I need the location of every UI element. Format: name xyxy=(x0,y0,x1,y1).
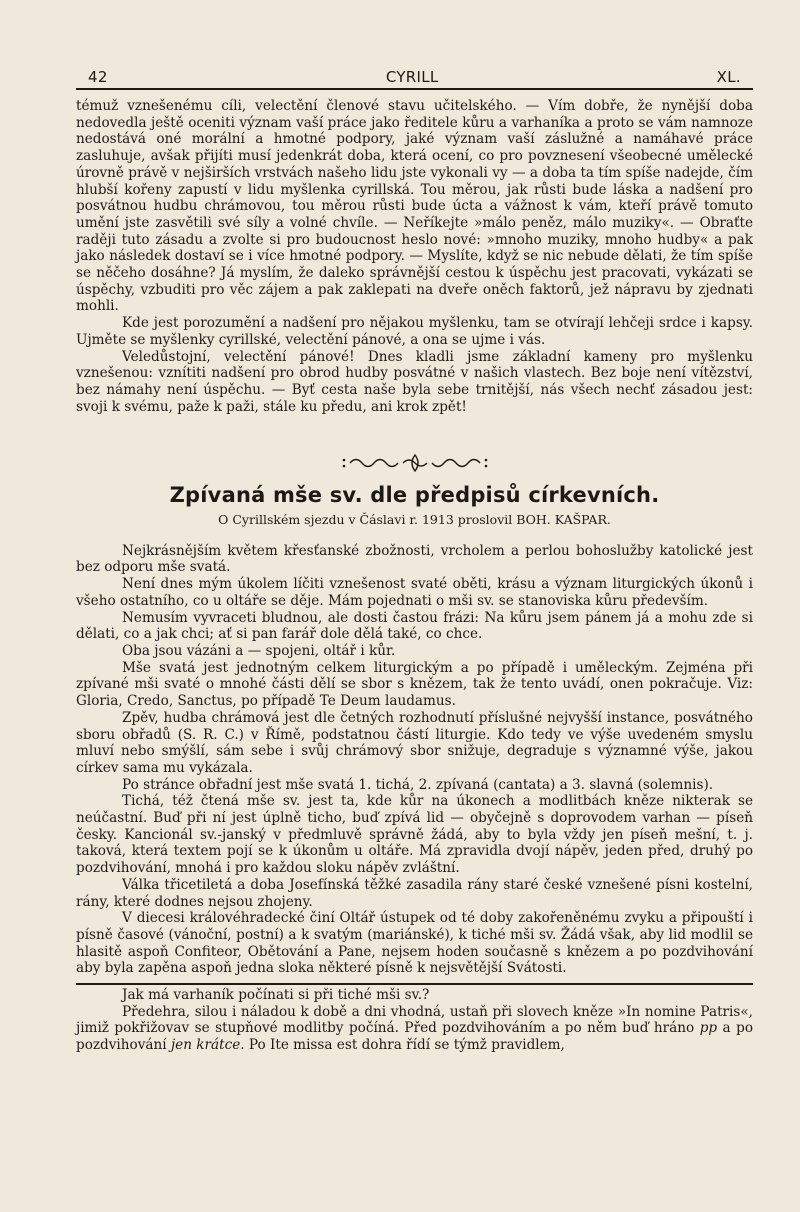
section-rule xyxy=(76,983,753,985)
ornament-icon xyxy=(340,453,490,473)
page-number: 42 xyxy=(88,68,108,86)
article-byline: O Cyrillském sjezdu v Čáslavi r. 1913 proslovil BOH. KAŠPAR. xyxy=(218,512,611,528)
text-run: Předehra, silou i náladou k době a dni vhodná, ustaň při slovech kněze »In nomine Patris«, jimiž pokřižovav se stupňové modlitby počíná. Před pozdvihováním a po něm buď hráno xyxy=(76,1003,753,1037)
paragraph: V diecesi královéhradecké činí Oltář ústupek od té doby zakořeněnému zvyku a připouští i písně časové (vánoční, postní) a k svatým (mariánské), k tiché mši sv. Žádá však, aby lid modlil se hlasitě aspoň Confiteor, Obětování a Pane, nejsem hoden současně s knězem a po pozdvihování aby byla zapěna aspoň jedna sloka některé písně k nejsvětější Svátosti. xyxy=(76,910,753,977)
paragraph: Válka třicetiletá a doba Josefínská těžké zasadila rány staré české vznešené písni kostelní, rány, které dodnes nejsou zhojeny. xyxy=(76,876,753,910)
text-run: a po pozdvihování xyxy=(76,1020,754,1054)
ornament-divider xyxy=(76,453,753,473)
emphasis: jen krátce. xyxy=(170,1037,245,1054)
paragraph: témuž vznešenému cíli, velectění členové stavu učitelského. — Vím dobře, že nynější doba nedovedla ještě oceniti význam vaší práce jako ředitele kůru a varhaníka a proto se vám namnoze nedostává oné morální a hmotné podpory, jaké význam vaší záslužné a namáhavé práce zasluhuje, avšak přijíti musí jedenkrát doba, která ocení, co pro povznesení všeobecné umělecké úrovně právě v nejširších vrstvách našeho lidu jste vykonali vy — a doba ta tím spíše nadejde, čím hlubší kořeny zapustí v lidu myšlenka cyrillská. Tou měrou, jak růsti bude láska a nadšení pro posvátnou hudbu chrámovou, tou měrou růsti bude úcta a vážnost k vám, kteří právě tomuto umění jste zasvětili své síly a volné chvíle. — Neříkejte »málo peněz, málo muziky«. — Obraťte raději tuto zásadu a zvolte si pro budoucnost heslo nové: »mnoho muziky, mnoho hudby« a pak jako následek dostaví se i více hmotné podpory. — Myslíte, když se nic nebude dělati, že tím spíše se něčeho dosáhne? Já myslím, že daleko správnější cestou k úspěchu jest pracovati, vykázati se úspěchy, vzbuditi pro věc zájem a pak zaklepati na dveře oněch faktorů, jež nápravu by zjednati mohli. xyxy=(76,98,753,315)
paragraph: Kde jest porozumění a nadšení pro nějakou myšlenku, tam se otvírají lehčeji srdce i kapsy. Ujměte se myšlenky cyrillské, velectění pánové, a ona se ujme i vás. xyxy=(76,315,753,348)
paragraph: Nejkrásnějším květem křesťanské zbožnosti, vrcholem a perlou bohoslužby katolické jest bez odporu mše svatá. xyxy=(76,542,753,576)
article-title: Zpívaná mše sv. dle předpisů církevních. xyxy=(169,483,660,508)
page xyxy=(76,62,753,1054)
body-text xyxy=(76,98,753,977)
paragraph: Tichá, též čtená mše sv. jest ta, kde kůr na úkonech a modlitbách kněze nikterak se neúčastní. Buď při ní jest úplně ticho, buď zpívá lid — obyčejně s doprovodem varhan — píseň česky. Kancionál sv.-janský v předmluvě správně žádá, aby to byla vždy jen píseň mešní, t. j. taková, která textem pojí se k úkonům u oltáře. Má zpravidla dvojí nápěv, jeden před, druhý po pozdvihování, mnohá i pro každou sloku nápěv zvláštní. xyxy=(76,793,753,877)
text-run: Po Ite missa est dohra řídí se týmž pravidlem, xyxy=(244,1037,565,1054)
paragraph: Po stránce obřadní jest mše svatá 1. tichá, 2. zpívaná (cantata) a 3. slavná (solemnis). xyxy=(122,776,714,793)
paragraph: Zpěv, hudba chrámová jest dle četných rozhodnutí příslušné nejvyšší instance, posvátného sboru obřadů (S. R. C.) v Římě, podstatnou částí liturgie. Kdo tedy ve výše uvedeném smyslu mluví nebo smýšlí, sám sebe i svůj chrámový sbor snižuje, degraduje s významné výše, jakou církev sama mu vykázala. xyxy=(76,709,753,776)
paragraph: Mše svatá jest jednotným celkem liturgickým a po případě i uměleckým. Zejména při zpívané mši svaté o mnohé části dělí se sbor s knězem, tak že tento uvádí, onen pokračuje. Viz: Gloria, Credo, Sanctus, po případě Te Deum laudamus. xyxy=(76,659,753,710)
page-header xyxy=(76,62,753,86)
journal-title: CYRILL xyxy=(385,68,439,86)
paragraph: Není dnes mým úkolem líčiti vznešenost svaté oběti, krásu a význam liturgických úkonů i všeho ostatního, co u oltáře se děje. Mám pojednati o mši sv. se stanoviska kůru především. xyxy=(76,576,753,609)
question-heading: Jak má varhaník počínati si při tiché mši sv.? xyxy=(122,987,430,1004)
volume-number: XL. xyxy=(716,68,741,86)
paragraph: Oba jsou vázáni a — spojeni, oltář i kůr. xyxy=(122,642,396,659)
paragraph xyxy=(76,1004,753,1054)
dynamic-marking: pp xyxy=(699,1020,718,1037)
header-rule xyxy=(76,88,753,90)
body-text-continued xyxy=(76,987,753,1054)
paragraph: Nemusím vyvraceti bludnou, ale dosti častou frázi: Na kůru jsem pánem já a mohu zde si dělati, co a jak chci; ať si pan farář dole dělá také, co chce. xyxy=(76,609,753,643)
paragraph: Veledůstojní, velectění pánové! Dnes kladli jsme základní kameny pro myšlenku vznešenou: vznítiti nadšení pro obrod hudby posvátné v našich vlastech. Bez boje není vítězství, bez námahy není úspěchu. — Byť cesta naše byla sebe trnitější, nás všech nechť zásadou jest: svoji k svému, paže k paži, stále ku předu, ani krok zpět! xyxy=(76,348,753,415)
